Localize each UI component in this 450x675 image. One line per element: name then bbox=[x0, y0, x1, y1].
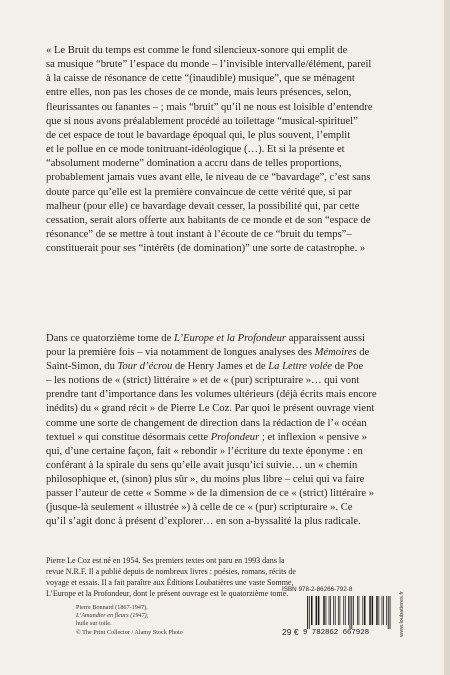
description-line: – les notions de « (strict) littéraire » et de « (pur) scripturaire »… qui vont bbox=[46, 375, 360, 387]
quote-line: cessation, serait alors offerte aux habitants de ce monde et de son “espace de bbox=[46, 214, 371, 226]
description-line: qu’il s’agit donc à présent d’explorer… en son a-byssalité la plus radicale. bbox=[46, 516, 361, 528]
barcode-bar bbox=[329, 596, 330, 625]
barcode-bar bbox=[309, 596, 310, 629]
barcode-bar bbox=[351, 596, 352, 629]
description-line: comme une sorte de changement de direction dans la rédaction de l’« océan bbox=[46, 417, 367, 429]
barcode-bar bbox=[350, 596, 351, 629]
price-label: 29 € bbox=[282, 627, 299, 637]
barcode-bar bbox=[376, 596, 378, 625]
quote-line: sa musique “brute” l’espace du monde – l’invisible intervalle/élément, pareil bbox=[46, 59, 372, 71]
description-line: prendre tant d’importance dans les volumes ultérieurs (déjà écrits mais encore bbox=[46, 389, 377, 401]
bio-line: Pierre Le Coz est né en 1954. Ses premiers textes ont paru en 1993 dans la bbox=[46, 556, 285, 565]
description-line: textuel » qui constitue désormais cette Profondeur ; et inflexion « pensive » bbox=[46, 431, 367, 443]
bio-line: voyage et essais. Il a fait paraître aux Éditions Loubatières une vaste Somme, bbox=[46, 578, 294, 587]
barcode-bar bbox=[359, 596, 360, 625]
quote-line: malheur (pour elle) ce bavardage devait cesser, la possibilité qui, par cette bbox=[46, 200, 360, 212]
quote-line: “absolument moderne” domination a accru dans de telles proportions, bbox=[46, 158, 342, 170]
description-line: passer l’auteur de cette « Somme » de la dimension de ce « (strict) littéraire » bbox=[46, 488, 374, 500]
cover-edge bbox=[444, 0, 450, 675]
quote-line: doute parce qu’elle est la première convaincue de cette vérité que, si par bbox=[46, 186, 352, 198]
quote-line: constituerait pour ses “intérêts (de domination)” une sorte de catastrophe. » bbox=[46, 243, 366, 255]
quote-line: entre elles, non pas les choses de ce monde, mais leurs présences, selon, bbox=[46, 87, 352, 99]
barcode-bar bbox=[353, 596, 354, 625]
publisher-website bbox=[397, 586, 407, 642]
credit-line: © The Print Collector / Alamy Stock Photo bbox=[76, 628, 183, 636]
barcode-bar bbox=[340, 596, 341, 625]
barcode-bar bbox=[386, 596, 387, 625]
barcode bbox=[303, 596, 401, 641]
quote-line: à la caisse de résonance de cette “(inaudible) musique”, que se ménagent bbox=[46, 73, 355, 85]
barcode-bar bbox=[330, 596, 331, 625]
barcode-bar bbox=[364, 596, 366, 625]
description-line: Dans ce quatorzième tome de L’Europe et la Profondeur apparaissent aussi bbox=[46, 333, 365, 344]
credit-line: Pierre Bonnard (1867-1947), bbox=[76, 604, 148, 611]
barcode-bar bbox=[335, 596, 336, 625]
quote-line: « Le Bruit du temps est comme le fond silencieux-sonore qui emplit de bbox=[46, 45, 348, 56]
cover-image-credit bbox=[76, 604, 246, 637]
barcode-bar bbox=[316, 596, 318, 625]
barcode-bar bbox=[311, 596, 313, 625]
barcode-bar bbox=[348, 596, 349, 625]
quote-line: fleurissantes ou fanantes – ; mais “bruit” qu’il ne nous est loisible d’entendre bbox=[46, 101, 373, 113]
quote-line: probablement jamais vues avant elle, le niveau de ce “bavardage”, c’est sans bbox=[46, 172, 371, 184]
description-line: (jusque-là seulement « illustrée ») à celle de ce « (pur) scripturaire ». Ce bbox=[46, 502, 353, 514]
description-line: qui, d’une certaine façon, fait « rebondir » l’écriture du texte éponyme : en bbox=[46, 445, 363, 457]
epigraph-quote bbox=[46, 44, 408, 256]
quote-line: et le pollue en ce mode tonitruant-idéologique (…). Et si la présente et bbox=[46, 144, 345, 156]
description-paragraph bbox=[46, 332, 408, 529]
barcode-bar bbox=[369, 596, 371, 625]
barcode-bar bbox=[388, 596, 389, 629]
description-line: conférant à la spirale du sens qu’elle avait jusqu’ici suivie… un « chemin bbox=[46, 459, 358, 471]
barcode-bar bbox=[323, 596, 325, 625]
barcode-bar bbox=[307, 596, 308, 629]
quote-line: de cet espace de tout le bavardage époqual qui, le plus souvent, l’emplit bbox=[46, 129, 351, 141]
barcode-bar bbox=[343, 596, 344, 625]
barcode-bar bbox=[318, 596, 320, 625]
barcode-bar bbox=[382, 596, 383, 625]
barcode-bars bbox=[303, 596, 401, 629]
barcode-bar bbox=[326, 596, 327, 625]
barcode-bar bbox=[372, 596, 374, 625]
barcode-bar bbox=[338, 596, 339, 625]
description-line: pour la première fois – via notamment de longues analyses des Mémoires de bbox=[46, 347, 370, 359]
description-line: Saint-Simon, du Tour d’écrou de Henry James et de La Lettre volée de Poe bbox=[46, 361, 364, 373]
credit-line: L’Amandier en fleurs (1947), bbox=[76, 612, 149, 620]
barcode-bar bbox=[345, 596, 346, 625]
barcode-number: 9 782862 667928 bbox=[303, 629, 370, 637]
barcode-bar bbox=[357, 596, 358, 625]
description-line: inédits) du « grand récit » de Pierre Le Coz. Par quoi le présent ouvrage vient bbox=[46, 403, 375, 415]
isbn-label: ISBN 978-2-86266-792-8 bbox=[282, 586, 353, 593]
barcode-bar bbox=[390, 596, 391, 629]
bio-line: revue N.R.F. Il a publié depuis de nombreux livres : poésies, romans, récits de bbox=[46, 567, 296, 576]
quote-line: que si nous avons préalablement procédé au toilettage “musical-spirituel” bbox=[46, 115, 358, 127]
description-line: philosophique et, (sinon) plus sûr », du moins plus libre – celui qui va faire bbox=[46, 473, 365, 485]
website-text: www.loubatieres.fr bbox=[399, 591, 406, 637]
barcode-bar bbox=[333, 596, 334, 625]
credit-line: huile sur toile. bbox=[76, 620, 112, 628]
barcode-bar bbox=[383, 596, 384, 625]
barcode-bar bbox=[362, 596, 363, 625]
quote-line: résonance” de se mettre à tout instant à l’écoute de ce “bruit du temps”– bbox=[46, 229, 352, 241]
barcode-bar bbox=[379, 596, 380, 625]
bio-line: L’Europe et la Profondeur, dont le présent ouvrage est le quatorzième tome. bbox=[46, 589, 289, 598]
